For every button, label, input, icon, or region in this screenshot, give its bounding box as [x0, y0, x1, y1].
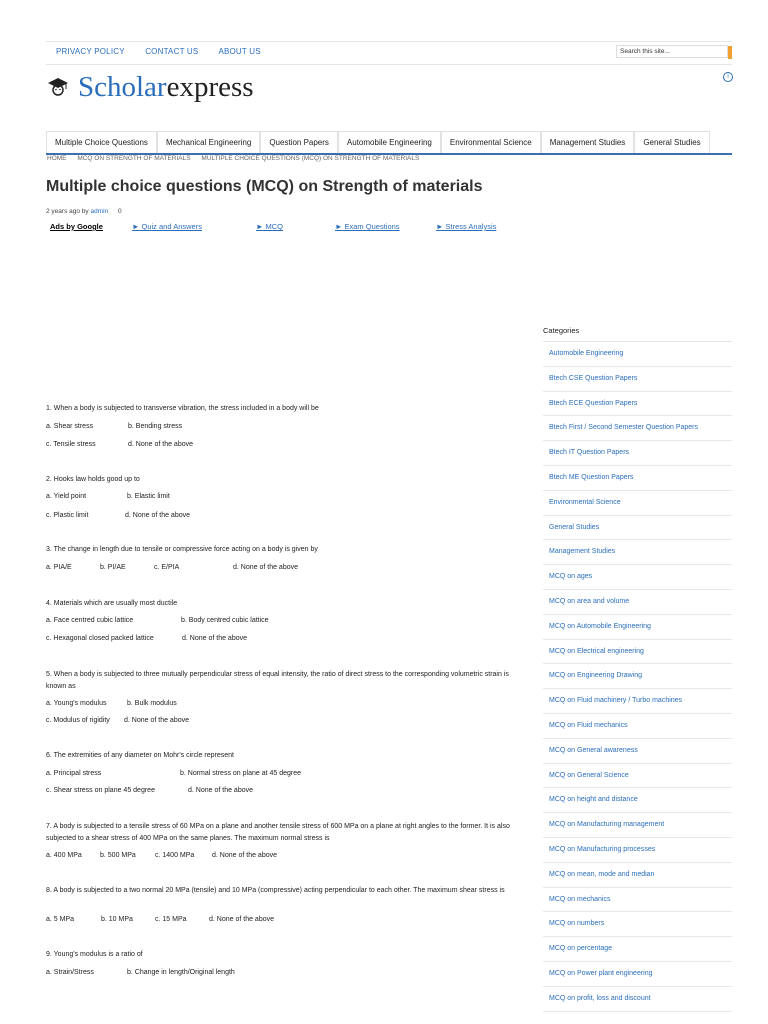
category-link[interactable]: Btech IT Question Papers [543, 441, 732, 466]
question-2: 2. Hooks law holds good up to [46, 476, 140, 483]
category-link[interactable]: Environmental Science [543, 491, 732, 516]
question-4-option-c: c. Hexagonal closed packed lattice [46, 635, 154, 642]
question-2-option-b: b. Elastic limit [127, 493, 170, 500]
category-link[interactable]: MCQ on ages [543, 565, 732, 590]
question-1-option-c: c. Tensile stress [46, 441, 96, 448]
question-6-option-d: d. None of the above [188, 787, 253, 794]
question-6: 6. The extremities of any diameter on Mohr's circle represent [46, 752, 234, 759]
question-4: 4. Materials which are usually most ductile [46, 600, 178, 607]
nav-environmental-science[interactable]: Environmental Science [441, 131, 541, 153]
privacy-policy-link[interactable]: PRIVACY POLICY [56, 47, 125, 56]
question-3-option-b: b. PI/AE [100, 564, 126, 571]
question-6-option-a: a. Principal stress [46, 770, 102, 777]
question-8-option-a: a. 5 MPa [46, 916, 75, 923]
question-4-option-b: b. Body centred cubic lattice [181, 617, 269, 624]
question-3: 3. The change in length due to tensile or compressive force acting on a body is given by [46, 546, 318, 553]
category-link[interactable]: MCQ on profit, loss and discount [543, 987, 732, 1012]
ads-row [50, 222, 497, 231]
categories-sidebar [543, 326, 732, 1012]
category-link[interactable]: Btech ME Question Papers [543, 466, 732, 491]
category-link[interactable]: Automobile Engineering [543, 342, 732, 367]
logo-text-scholar: Scholar [78, 70, 167, 103]
ads-by-google-label[interactable]: Ads by Google [50, 222, 103, 231]
ad-link-quiz-and-answers[interactable]: ► Quiz and Answers [132, 222, 202, 231]
category-link[interactable]: MCQ on numbers [543, 912, 732, 937]
nav-management-studies[interactable]: Management Studies [541, 131, 635, 153]
question-4-option-d: d. None of the above [182, 635, 247, 642]
question-8-option-d: d. None of the above [209, 916, 274, 923]
question-3-option-d: d. None of the above [233, 564, 298, 571]
ad-link-stress-analysis[interactable]: ► Stress Analysis [436, 222, 497, 231]
category-link[interactable]: MCQ on Fluid mechanics [543, 714, 732, 739]
question-8-option-c: c. 15 MPa [155, 916, 187, 923]
category-link[interactable]: MCQ on Automobile Engineering [543, 615, 732, 640]
question-7-option-a: a. 400 MPa [46, 852, 82, 859]
category-link[interactable]: MCQ on height and distance [543, 788, 732, 813]
question-3-option-a: a. PIA/E [46, 564, 72, 571]
question-7-option-d: d. None of the above [212, 852, 277, 859]
question-8: 8. A body is subjected to a two normal 20 MPa (tensile) and 10 MPa (compressive) acting perpendicular to each other. The maximum shear stress is [46, 887, 505, 894]
question-9-option-a: a. Strain/Stress [46, 969, 94, 976]
ad-link-mcq[interactable]: ► MCQ [256, 222, 284, 231]
page-title: Multiple choice questions (MCQ) on Strength of materials [46, 178, 483, 195]
ad-link-exam-questions[interactable]: ► Exam Questions [335, 222, 400, 231]
breadcrumb-home[interactable]: HOME [47, 155, 67, 162]
question-2-option-c: c. Plastic limit [46, 512, 89, 519]
question-1-option-d: d. None of the above [128, 441, 193, 448]
comment-count[interactable]: 0 [117, 208, 122, 215]
category-link[interactable]: Management Studies [543, 540, 732, 565]
site-logo[interactable] [46, 70, 254, 104]
contact-us-link[interactable]: CONTACT US [145, 47, 199, 56]
logo-text-express: express [166, 70, 254, 103]
category-link[interactable]: Btech First / Second Semester Question Papers [543, 416, 732, 441]
nav-question-papers[interactable]: Question Papers [260, 131, 338, 153]
nav-automobile-engineering[interactable]: Automobile Engineering [338, 131, 441, 153]
main-navigation [46, 131, 732, 155]
question-7-option-c: c. 1400 MPa [155, 852, 195, 859]
question-3-option-c: c. E/PIA [154, 564, 180, 571]
question-1: 1. When a body is subjected to transverse vibration, the stress included in a body will be [46, 405, 319, 412]
category-link[interactable]: Btech ECE Question Papers [543, 392, 732, 417]
question-5-option-a: a. Young's modulus [46, 700, 107, 707]
about-us-link[interactable]: ABOUT US [218, 47, 261, 56]
question-6-option-c: c. Shear stress on plane 45 degree [46, 787, 155, 794]
post-date: 2 years ago by [46, 208, 89, 215]
category-link[interactable]: General Studies [543, 516, 732, 541]
breadcrumb-category[interactable]: MCQ ON STRENGTH OF MATERIALS [77, 155, 191, 162]
question-6-option-b: b. Normal stress on plane at 45 degree [180, 770, 302, 777]
breadcrumb [47, 155, 428, 162]
category-link[interactable]: MCQ on General awareness [543, 739, 732, 764]
breadcrumb-current: MULTIPLE CHOICE QUESTIONS (MCQ) ON STRENGTH OF MATERIALS [201, 155, 420, 162]
question-7: 7. A body is subjected to a tensile stress of 60 MPa on a plane and another tensile stress of 600 MPa on a plane at right angles to the former. It is also subjected to a shear stress of 400 MPa on the same planes. The maximum normal stress is [46, 823, 510, 842]
category-link[interactable]: MCQ on mean, mode and median [543, 863, 732, 888]
category-link[interactable]: MCQ on Manufacturing processes [543, 838, 732, 863]
category-link[interactable]: Btech CSE Question Papers [543, 367, 732, 392]
top-navigation [46, 41, 732, 65]
category-link[interactable]: MCQ on Power plant engineering [543, 962, 732, 987]
question-1-option-a: a. Shear stress [46, 423, 94, 430]
post-author-link[interactable]: admin [90, 208, 109, 215]
question-1-option-b: b. Bending stress [128, 423, 183, 430]
question-5-option-b: b. Bulk modulus [127, 700, 177, 707]
question-8-option-b: b. 10 MPa [101, 916, 133, 923]
question-2-option-a: a. Yield point [46, 493, 87, 500]
category-link[interactable]: MCQ on percentage [543, 937, 732, 962]
top-links [56, 47, 279, 56]
question-5-option-c: c. Modulus of rigidity [46, 717, 110, 724]
search-button[interactable] [728, 46, 732, 59]
question-7-option-b: b. 500 MPa [100, 852, 136, 859]
graduation-cap-icon [46, 75, 70, 99]
category-list [543, 341, 732, 1012]
category-link[interactable]: MCQ on Fluid machinery / Turbo machines [543, 689, 732, 714]
category-link[interactable]: MCQ on Engineering Drawing [543, 664, 732, 689]
category-link[interactable]: MCQ on mechanics [543, 888, 732, 913]
question-5: 5. When a body is subjected to three mutually perpendicular stress of equal intensity, the ratio of direct stress to the corresponding volumetric strain is known as [46, 671, 509, 690]
nav-mechanical-engineering[interactable]: Mechanical Engineering [157, 131, 260, 153]
sidebar-title: Categories [543, 326, 580, 335]
question-9: 9. Young's modulus is a ratio of [46, 951, 143, 958]
category-link[interactable]: MCQ on Manufacturing management [543, 813, 732, 838]
post-meta [46, 208, 122, 215]
question-2-option-d: d. None of the above [125, 512, 190, 519]
question-9-option-b: b. Change in length/Original length [127, 969, 235, 976]
category-link[interactable]: MCQ on area and volume [543, 590, 732, 615]
question-4-option-a: a. Face centred cubic lattice [46, 617, 134, 624]
ad-info-icon[interactable]: i [723, 72, 733, 82]
question-5-option-d: d. None of the above [124, 717, 189, 724]
search-input[interactable]: Search this site... [616, 45, 728, 58]
nav-multiple-choice-questions[interactable]: Multiple Choice Questions [46, 131, 157, 153]
category-link[interactable]: MCQ on Electrical engineering [543, 640, 732, 665]
category-link[interactable]: MCQ on General Science [543, 764, 732, 789]
nav-general-studies[interactable]: General Studies [634, 131, 709, 153]
